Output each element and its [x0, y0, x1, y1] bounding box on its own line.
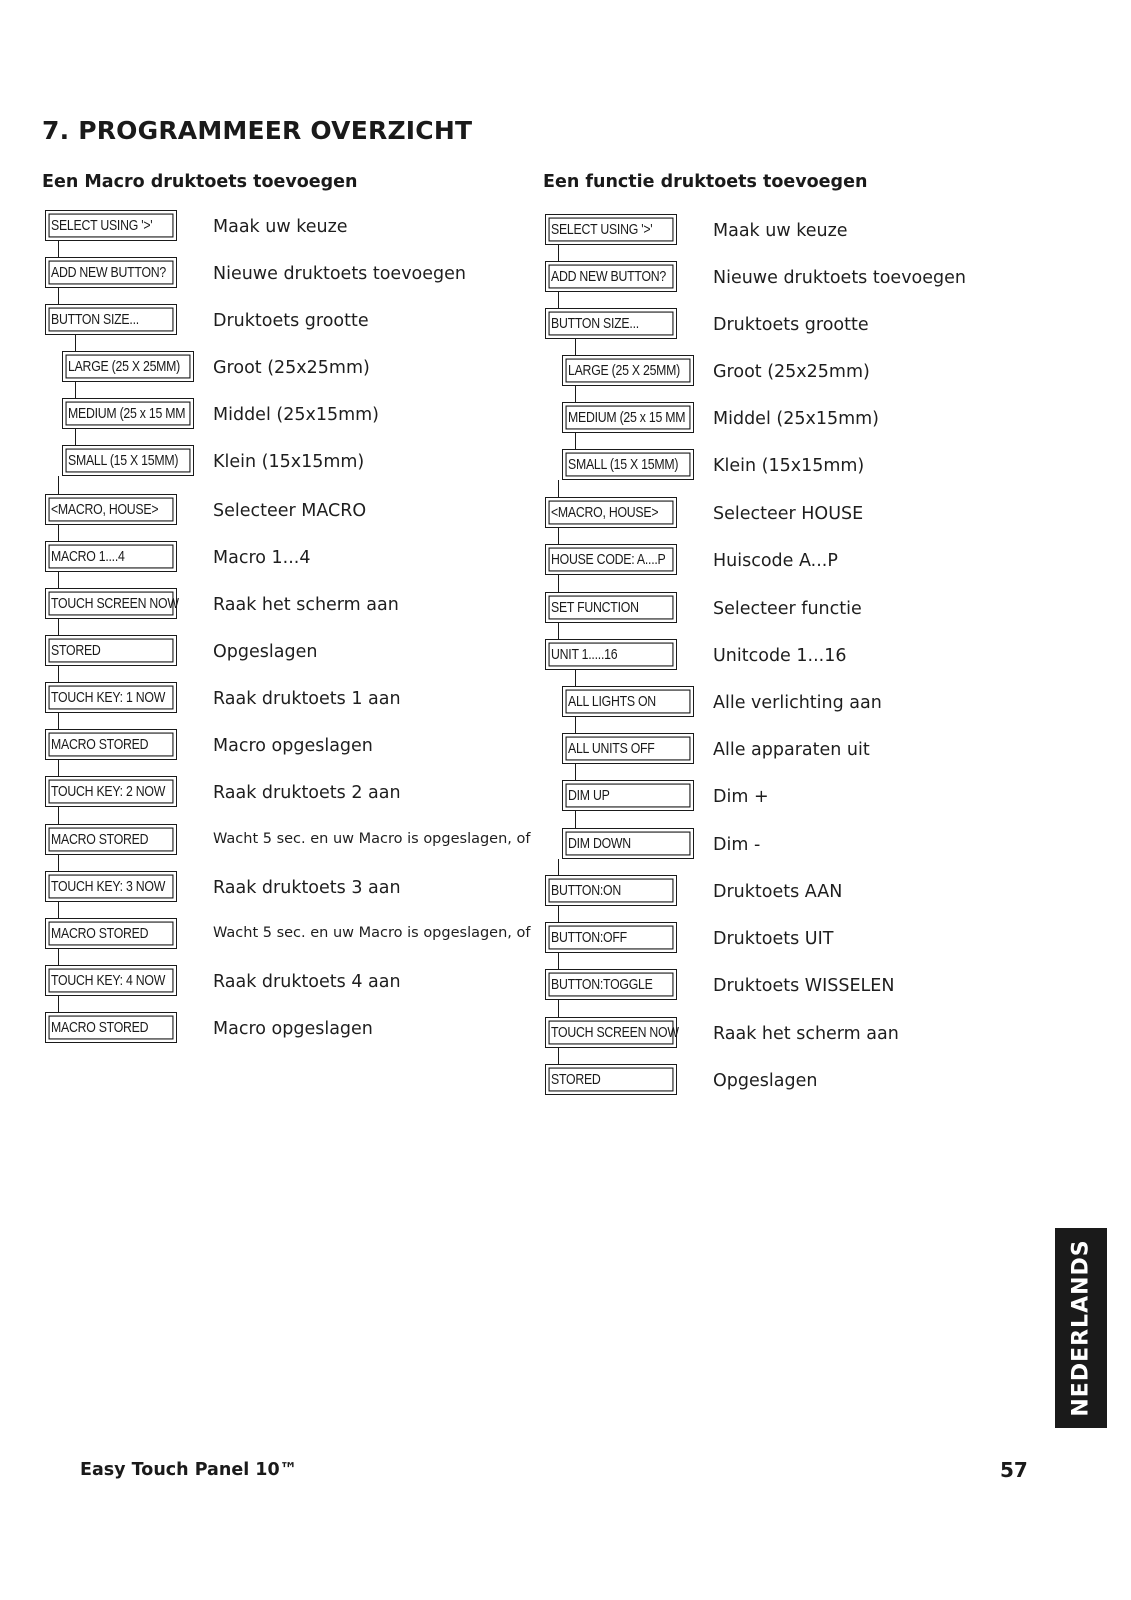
step-description: Huiscode A...P	[713, 551, 838, 571]
flow-connector	[575, 339, 576, 355]
step-description: Opgeslagen	[713, 1071, 818, 1091]
lcd-text: STORED	[551, 1071, 601, 1088]
lcd-text: ALL UNITS OFF	[568, 740, 655, 757]
lcd-display-box	[562, 828, 694, 859]
step-description: Dim -	[713, 835, 761, 855]
lcd-text: ALL LIGHTS ON	[568, 693, 656, 710]
flow-connector	[575, 386, 576, 402]
step-description: Macro opgeslagen	[213, 736, 373, 756]
lcd-text: BUTTON SIZE...	[551, 315, 639, 332]
step-description: Alle apparaten uit	[713, 740, 870, 760]
language-tab	[1055, 1228, 1107, 1428]
lcd-text: SET FUNCTION	[551, 599, 639, 616]
right-column-heading: Een functie druktoets toevoegen	[543, 172, 868, 192]
lcd-text: <MACRO, HOUSE>	[551, 504, 659, 521]
step-description: Macro opgeslagen	[213, 1019, 373, 1039]
lcd-text: LARGE (25 X 25MM)	[568, 362, 681, 379]
step-description: Macro 1...4	[213, 548, 311, 568]
step-description: Opgeslagen	[213, 642, 318, 662]
step-description: Nieuwe druktoets toevoegen	[213, 264, 466, 284]
lcd-text: MACRO STORED	[51, 831, 149, 848]
lcd-text: TOUCH KEY: 2 NOW	[51, 783, 166, 800]
flow-connector	[575, 717, 576, 733]
lcd-display-box	[562, 402, 694, 433]
step-description: Druktoets grootte	[713, 315, 869, 335]
step-description: Unitcode 1...16	[713, 646, 847, 666]
lcd-display-box	[545, 497, 677, 528]
flow-connector	[558, 623, 559, 639]
lcd-display-box	[562, 449, 694, 480]
lcd-text: SELECT USING '>'	[51, 217, 153, 234]
flow-connector	[558, 906, 559, 922]
lcd-text: MACRO STORED	[51, 1019, 149, 1036]
flow-connector	[558, 245, 559, 261]
step-description: Wacht 5 sec. en uw Macro is opgeslagen, of	[213, 925, 531, 941]
step-description: Raak druktoets 3 aan	[213, 878, 401, 898]
left-column-heading: Een Macro druktoets toevoegen	[42, 172, 358, 192]
step-description: Druktoets WISSELEN	[713, 976, 895, 996]
page-title: 7. PROGRAMMEER OVERZICHT	[42, 116, 473, 145]
step-description: Selecteer HOUSE	[713, 504, 864, 524]
step-description: Dim +	[713, 787, 769, 807]
step-description: Selecteer MACRO	[213, 501, 367, 521]
lcd-text: UNIT 1.....16	[551, 646, 618, 663]
step-description: Raak druktoets 1 aan	[213, 689, 401, 709]
lcd-display-box	[545, 544, 677, 575]
lcd-display-box	[545, 308, 677, 339]
page-number: 57	[1000, 1458, 1028, 1482]
lcd-text: TOUCH SCREEN NOW	[51, 595, 179, 612]
step-description: Nieuwe druktoets toevoegen	[713, 268, 966, 288]
flow-connector	[558, 1048, 559, 1064]
step-description: Raak het scherm aan	[213, 595, 399, 615]
flow-connector	[575, 764, 576, 780]
flow-connector	[558, 292, 559, 308]
lcd-text: BUTTON SIZE...	[51, 311, 139, 328]
step-description: Alle verlichting aan	[713, 693, 882, 713]
step-description: Maak uw keuze	[713, 221, 848, 241]
step-description: Raak druktoets 4 aan	[213, 972, 401, 992]
lcd-text: MEDIUM (25 x 15 MM	[568, 409, 686, 426]
lcd-text: STORED	[51, 642, 101, 659]
language-tab-label: NEDERLANDS	[1068, 1239, 1094, 1417]
flow-connector	[558, 1000, 559, 1017]
lcd-display-box	[562, 355, 694, 386]
step-description: Druktoets grootte	[213, 311, 369, 331]
lcd-text: MACRO STORED	[51, 736, 149, 753]
lcd-text: TOUCH KEY: 1 NOW	[51, 689, 166, 706]
flow-connector	[558, 528, 559, 544]
flow-connector	[575, 433, 576, 449]
lcd-display-box	[545, 592, 677, 623]
lcd-text: <MACRO, HOUSE>	[51, 501, 159, 518]
lcd-text: MEDIUM (25 x 15 MM	[68, 405, 186, 422]
lcd-display-box	[545, 1064, 677, 1095]
step-description: Klein (15x15mm)	[213, 452, 365, 472]
lcd-text: BUTTON:OFF	[551, 929, 627, 946]
footer-product-name: Easy Touch Panel 10™	[80, 1460, 298, 1480]
step-description: Druktoets UIT	[713, 929, 834, 949]
lcd-display-box	[545, 875, 677, 906]
flow-connector	[558, 575, 559, 592]
lcd-text: TOUCH KEY: 3 NOW	[51, 878, 166, 895]
lcd-display-box	[545, 922, 677, 953]
lcd-display-box	[545, 1017, 677, 1048]
step-description: Raak druktoets 2 aan	[213, 783, 401, 803]
lcd-display-box	[562, 780, 694, 811]
lcd-text: LARGE (25 X 25MM)	[68, 358, 181, 375]
flow-connector	[575, 811, 576, 828]
flow-connector	[558, 480, 559, 497]
step-description: Wacht 5 sec. en uw Macro is opgeslagen, of	[213, 831, 531, 847]
flow-connector	[558, 859, 559, 875]
lcd-text: TOUCH KEY: 4 NOW	[51, 972, 166, 989]
lcd-text: ADD NEW BUTTON?	[551, 268, 666, 285]
step-description: Middel (25x15mm)	[213, 405, 380, 425]
lcd-text: ADD NEW BUTTON?	[51, 264, 166, 281]
step-description: Middel (25x15mm)	[713, 409, 880, 429]
lcd-text: TOUCH SCREEN NOW	[551, 1024, 679, 1041]
lcd-text: HOUSE CODE: A....P	[551, 551, 666, 568]
step-description: Klein (15x15mm)	[713, 456, 865, 476]
lcd-display-box	[562, 686, 694, 717]
step-description: Maak uw keuze	[213, 217, 348, 237]
step-description: Groot (25x25mm)	[213, 358, 370, 378]
step-description: Raak het scherm aan	[713, 1024, 899, 1044]
lcd-text: BUTTON:ON	[551, 882, 621, 899]
step-description: Selecteer functie	[713, 599, 862, 619]
flow-connector	[558, 953, 559, 969]
lcd-display-box	[545, 639, 677, 670]
lcd-text: DIM UP	[568, 787, 610, 804]
flow-connector	[575, 670, 576, 686]
lcd-text: SMALL (15 X 15MM)	[568, 456, 679, 473]
lcd-text: SELECT USING '>'	[551, 221, 653, 238]
lcd-text: MACRO STORED	[51, 925, 149, 942]
step-description: Groot (25x25mm)	[713, 362, 870, 382]
lcd-display-box	[562, 733, 694, 764]
lcd-display-box	[545, 969, 677, 1000]
lcd-text: MACRO 1....4	[51, 548, 125, 565]
lcd-text: BUTTON:TOGGLE	[551, 976, 653, 993]
lcd-display-box	[545, 214, 677, 245]
step-description: Druktoets AAN	[713, 882, 843, 902]
lcd-text: SMALL (15 X 15MM)	[68, 452, 179, 469]
lcd-text: DIM DOWN	[568, 835, 631, 852]
lcd-display-box	[545, 261, 677, 292]
